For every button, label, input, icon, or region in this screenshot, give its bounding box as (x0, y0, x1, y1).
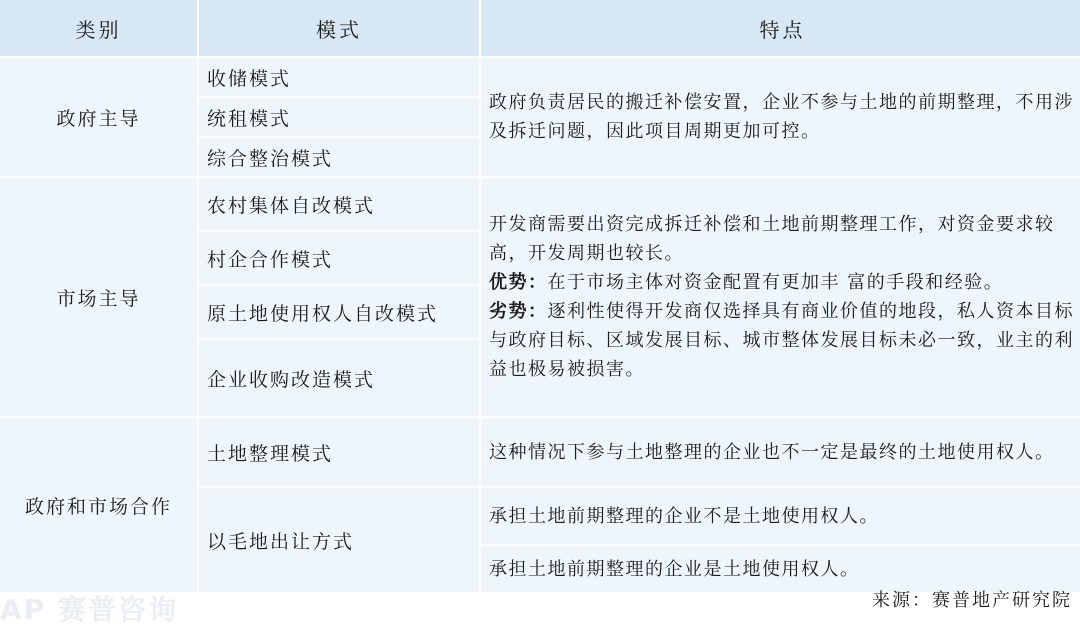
category-market-led: 市场主导 (0, 178, 197, 416)
mode-cell: 村企合作模式 (199, 232, 479, 284)
feature-cooperation-2 (481, 488, 1080, 544)
header-mode: 模式 (199, 0, 479, 56)
disadvantage-line (489, 297, 1076, 384)
disadvantage-text: 逐利性使得开发商仅选择具有商业价值的地段，私人资本目标与政府目标、区域发展目标、城市整体发展目标未必一致，业主的利益也极易被损害。 (489, 301, 1074, 380)
category-cooperation: 政府和市场合作 (0, 418, 197, 592)
mode-cell: 企业收购改造模式 (199, 340, 479, 416)
mode-cell: 收储模式 (199, 58, 479, 96)
mode-cell: 原土地使用权人自改模式 (199, 286, 479, 338)
header-feature: 特点 (481, 0, 1080, 56)
feature-text: 开发商需要出资完成拆迁补偿和土地前期整理工作，对资金要求较高，开发周期也较长。 (489, 214, 1055, 264)
feature-government-led (481, 58, 1080, 176)
feature-cooperation-1 (481, 418, 1080, 486)
category-government-led: 政府主导 (0, 58, 197, 176)
feature-market-led (481, 178, 1080, 416)
mode-cell: 农村集体自改模式 (199, 178, 479, 230)
feature-text: 承担土地前期整理的企业不是土地使用权人。 (489, 505, 879, 527)
mode-cell: 土地整理模式 (199, 418, 479, 486)
advantage-line (489, 268, 1076, 297)
mode-cell: 综合整治模式 (199, 138, 479, 176)
header-category: 类别 (0, 0, 197, 56)
mode-cell: 以毛地出让方式 (199, 488, 479, 592)
mode-cell: 统租模式 (199, 98, 479, 136)
advantage-text: 在于市场主体对资金配置有更加丰 富的手段和经验。 (547, 272, 1004, 293)
feature-text: 这种情况下参与土地整理的企业也不一定是最终的土地使用权人。 (489, 441, 1055, 463)
watermark-logo: AP 赛普咨询 (0, 593, 178, 626)
advantage-label: 优势： (489, 272, 548, 293)
disadvantage-label: 劣势： (489, 301, 548, 322)
source-note: 来源：赛普地产研究院 (872, 590, 1072, 611)
feature-text: 政府负责居民的搬迁补偿安置，企业不参与土地的前期整理，不用涉及拆迁问题，因此项目周期更加可控。 (489, 92, 1074, 142)
feature-text: 承担土地前期整理的企业是土地使用权人。 (489, 558, 860, 580)
